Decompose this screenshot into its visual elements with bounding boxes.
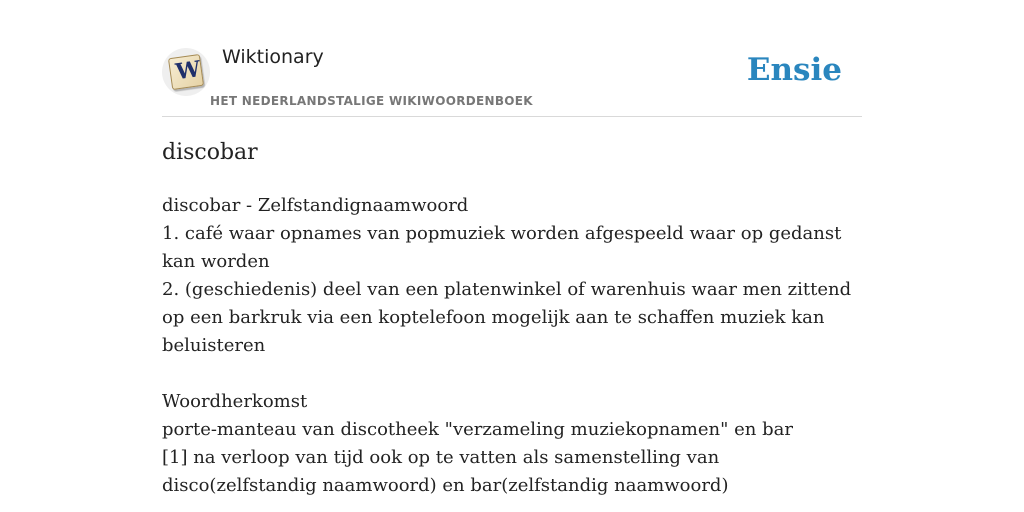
definition-1: 1. café waar opnames van popmuziek worden afgespeeld waar op gedanst kan worden [162,223,842,272]
etymology-line-1: porte-manteau van discotheek "verzameling muziekopnamen" en bar [162,419,793,440]
section-spacer [162,360,862,388]
site-subtitle: HET NEDERLANDSTALIGE WIKIWOORDENBOEK [210,94,533,108]
site-title[interactable]: Wiktionary [222,46,324,68]
etymology-heading: Woordherkomst [162,391,308,412]
site-header [162,44,862,117]
entry-heading: discobar - Zelfstandignaamwoord [162,195,469,216]
wiktionary-logo[interactable] [162,48,210,96]
etymology-line-2: [1] na verloop van tijd ook op te vatten als samenstelling van disco(zelfstandig naamwoord) en bar(zelfstandig naamwoord) [162,447,729,496]
page-title: discobar [162,140,258,165]
definition-2: 2. (geschiedenis) deel van een platenwinkel of warenhuis waar men zittend op een barkruk via een koptelefoon mogelijk aan te schaffen muziek kan beluisteren [162,279,852,356]
logo-letter: W [174,56,203,86]
wiktionary-tile-icon [168,54,204,90]
ensie-brand-logo[interactable]: Ensie [746,52,842,88]
entry-content [162,192,862,500]
